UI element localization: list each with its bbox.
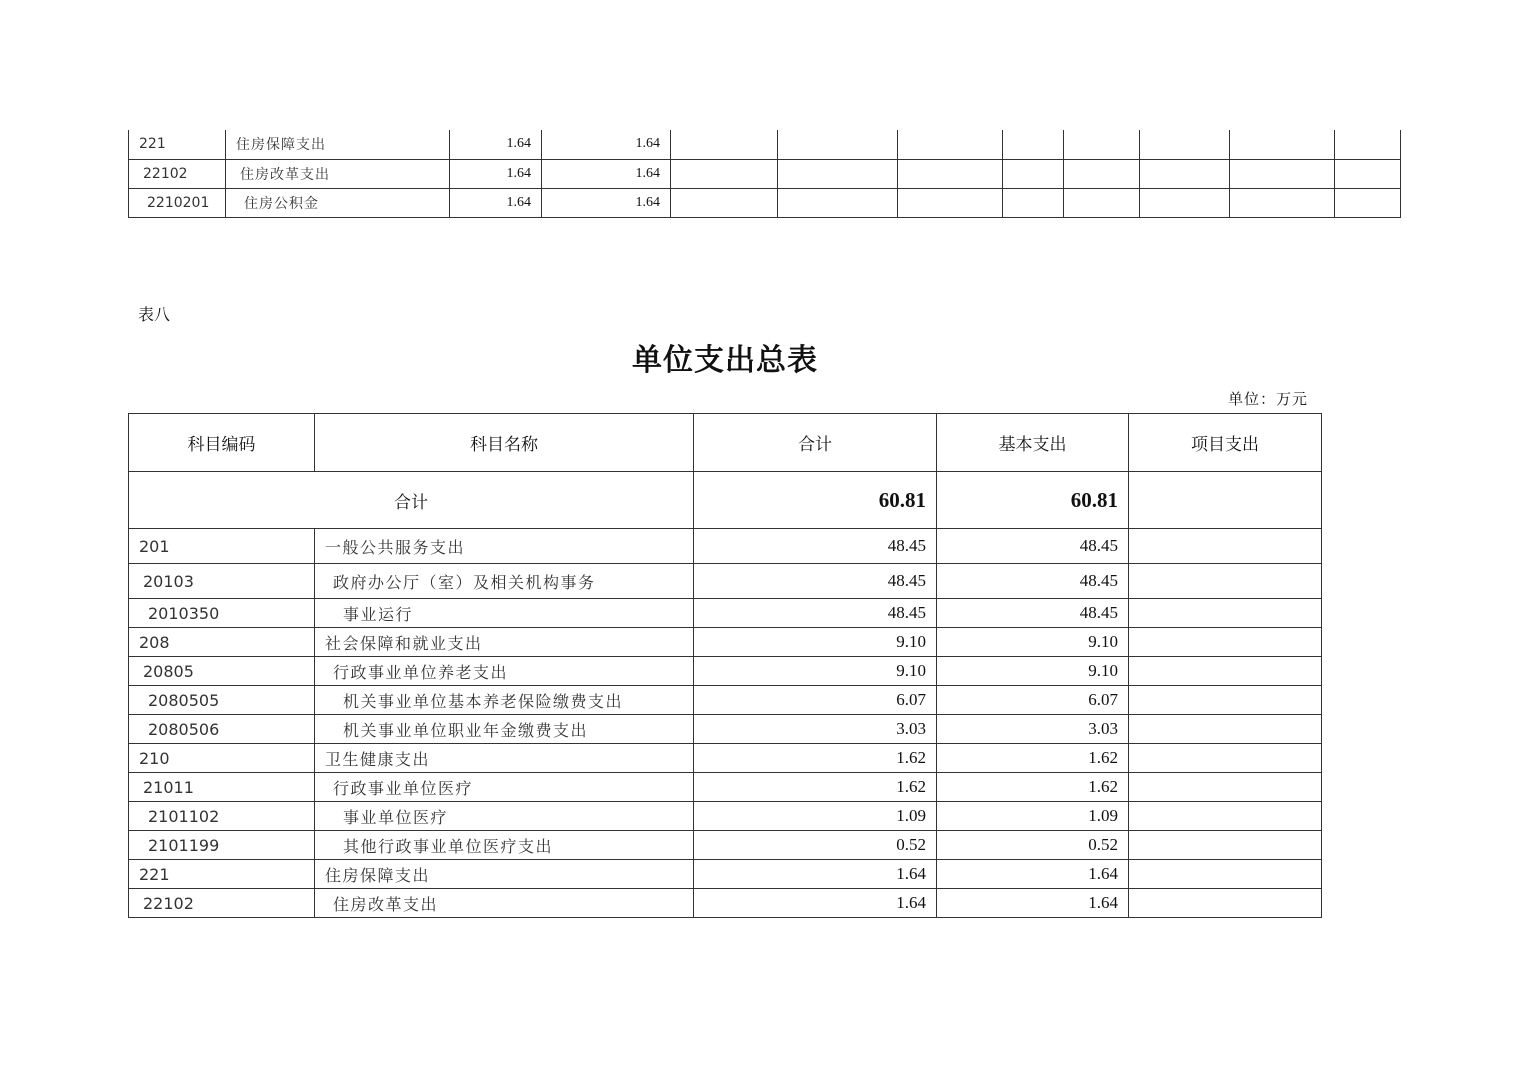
code-cell: 2210201 <box>129 188 226 217</box>
header-code: 科目编码 <box>129 414 315 472</box>
empty-cell <box>1140 159 1230 188</box>
empty-cell <box>778 188 898 217</box>
total-cell: 48.45 <box>694 564 937 599</box>
empty-cell <box>1064 130 1140 159</box>
empty-cell <box>1064 159 1140 188</box>
total-cell: 48.45 <box>694 599 937 628</box>
code-cell: 22102 <box>143 893 194 913</box>
name-cell: 行政事业单位医疗 <box>333 778 474 798</box>
empty-cell <box>671 159 778 188</box>
basic-cell: 1.64 <box>542 188 671 217</box>
empty-cell <box>1003 130 1064 159</box>
previous-table-continuation <box>128 130 1401 218</box>
header-total: 合计 <box>694 414 937 472</box>
table-row <box>129 529 1322 564</box>
total-cell: 1.09 <box>694 802 937 831</box>
code-cell: 2101199 <box>148 835 220 855</box>
empty-cell <box>898 188 1003 217</box>
basic-cell: 6.07 <box>937 686 1129 715</box>
total-cell: 1.64 <box>450 188 542 217</box>
table-row <box>129 188 1401 217</box>
project-cell <box>1129 860 1322 889</box>
empty-cell <box>898 159 1003 188</box>
name-cell: 行政事业单位养老支出 <box>333 662 509 682</box>
total-cell: 1.64 <box>694 889 937 918</box>
empty-cell <box>1140 130 1230 159</box>
table-row <box>129 773 1322 802</box>
empty-cell <box>1064 188 1140 217</box>
code-cell: 22102 <box>129 159 226 188</box>
empty-cell <box>1003 188 1064 217</box>
total-cell: 6.07 <box>694 686 937 715</box>
code-cell: 221 <box>129 860 315 889</box>
project-cell <box>1129 564 1322 599</box>
total-cell: 1.64 <box>450 130 542 159</box>
basic-cell: 48.45 <box>937 599 1129 628</box>
table-number-label: 表八 <box>138 305 171 324</box>
code-cell: 208 <box>129 628 315 657</box>
table-row <box>129 802 1322 831</box>
basic-cell: 0.52 <box>937 831 1129 860</box>
name-cell: 机关事业单位基本养老保险缴费支出 <box>343 691 624 711</box>
code-cell: 2080505 <box>148 690 220 710</box>
empty-cell <box>898 130 1003 159</box>
name-cell: 卫生健康支出 <box>315 744 694 773</box>
empty-cell <box>778 159 898 188</box>
total-project <box>1129 472 1322 529</box>
total-cell: 3.03 <box>694 715 937 744</box>
project-cell <box>1129 715 1322 744</box>
code-cell: 2080506 <box>148 719 220 739</box>
name-cell: 政府办公厅（室）及相关机构事务 <box>333 572 596 592</box>
project-cell <box>1129 802 1322 831</box>
header-project: 项目支出 <box>1129 414 1322 472</box>
name-cell: 社会保障和就业支出 <box>315 628 694 657</box>
empty-cell <box>1230 130 1335 159</box>
header-row <box>129 414 1322 472</box>
basic-cell: 48.45 <box>937 564 1129 599</box>
total-basic: 60.81 <box>937 472 1129 529</box>
header-basic: 基本支出 <box>937 414 1129 472</box>
name-cell: 机关事业单位职业年金缴费支出 <box>343 720 589 740</box>
name-cell: 住房改革支出 <box>333 894 439 914</box>
total-cell: 1.64 <box>694 860 937 889</box>
total-cell: 9.10 <box>694 657 937 686</box>
table-row <box>129 657 1322 686</box>
empty-cell <box>1335 188 1401 217</box>
code-cell: 20805 <box>143 661 194 681</box>
table-row <box>129 860 1322 889</box>
total-cell: 1.64 <box>450 159 542 188</box>
empty-cell <box>778 130 898 159</box>
page-title: 单位支出总表 <box>632 343 818 378</box>
total-cell: 1.62 <box>694 773 937 802</box>
total-cell: 0.52 <box>694 831 937 860</box>
code-cell: 210 <box>129 744 315 773</box>
table-row <box>129 599 1322 628</box>
empty-cell <box>671 130 778 159</box>
unit-label: 单位：万元 <box>1227 390 1308 408</box>
total-amount: 60.81 <box>694 472 937 529</box>
project-cell <box>1129 831 1322 860</box>
project-cell <box>1129 889 1322 918</box>
basic-cell: 9.10 <box>937 657 1129 686</box>
name-cell: 其他行政事业单位医疗支出 <box>343 836 554 856</box>
table-row <box>129 831 1322 860</box>
empty-cell <box>1003 159 1064 188</box>
empty-cell <box>1230 188 1335 217</box>
code-cell: 201 <box>129 529 315 564</box>
code-cell: 20103 <box>143 571 194 591</box>
code-cell: 2010350 <box>148 603 220 623</box>
total-cell: 9.10 <box>694 628 937 657</box>
project-cell <box>1129 599 1322 628</box>
basic-cell: 1.62 <box>937 744 1129 773</box>
table-row <box>129 715 1322 744</box>
empty-cell <box>1335 130 1401 159</box>
project-cell <box>1129 744 1322 773</box>
basic-cell: 3.03 <box>937 715 1129 744</box>
table-row <box>129 130 1401 159</box>
empty-cell <box>1140 188 1230 217</box>
total-cell: 1.62 <box>694 744 937 773</box>
name-cell: 住房保障支出 <box>226 130 450 159</box>
empty-cell <box>1230 159 1335 188</box>
name-cell: 住房保障支出 <box>315 860 694 889</box>
total-row <box>129 472 1322 529</box>
total-label: 合计 <box>129 472 694 529</box>
basic-cell: 1.64 <box>937 860 1129 889</box>
project-cell <box>1129 773 1322 802</box>
name-cell: 事业运行 <box>343 604 414 624</box>
total-cell: 48.45 <box>694 529 937 564</box>
header-name: 科目名称 <box>315 414 694 472</box>
empty-cell <box>671 188 778 217</box>
basic-cell: 1.09 <box>937 802 1129 831</box>
table-row <box>129 628 1322 657</box>
basic-cell: 1.64 <box>542 130 671 159</box>
name-cell: 一般公共服务支出 <box>315 529 694 564</box>
name-cell: 事业单位医疗 <box>343 807 449 827</box>
table-row <box>129 686 1322 715</box>
basic-cell: 48.45 <box>937 529 1129 564</box>
code-cell: 2101102 <box>148 806 220 826</box>
project-cell <box>1129 628 1322 657</box>
code-cell: 221 <box>129 130 226 159</box>
table-row <box>129 889 1322 918</box>
project-cell <box>1129 657 1322 686</box>
basic-cell: 1.64 <box>542 159 671 188</box>
table-row <box>129 744 1322 773</box>
basic-cell: 9.10 <box>937 628 1129 657</box>
code-cell: 21011 <box>143 777 194 797</box>
project-cell <box>1129 686 1322 715</box>
name-cell: 住房改革支出 <box>226 159 450 188</box>
project-cell <box>1129 529 1322 564</box>
basic-cell: 1.62 <box>937 773 1129 802</box>
name-cell: 住房公积金 <box>226 188 450 217</box>
empty-cell <box>1335 159 1401 188</box>
basic-cell: 1.64 <box>937 889 1129 918</box>
table-row <box>129 564 1322 599</box>
expenditure-summary-table <box>128 413 1322 918</box>
table-row <box>129 159 1401 188</box>
